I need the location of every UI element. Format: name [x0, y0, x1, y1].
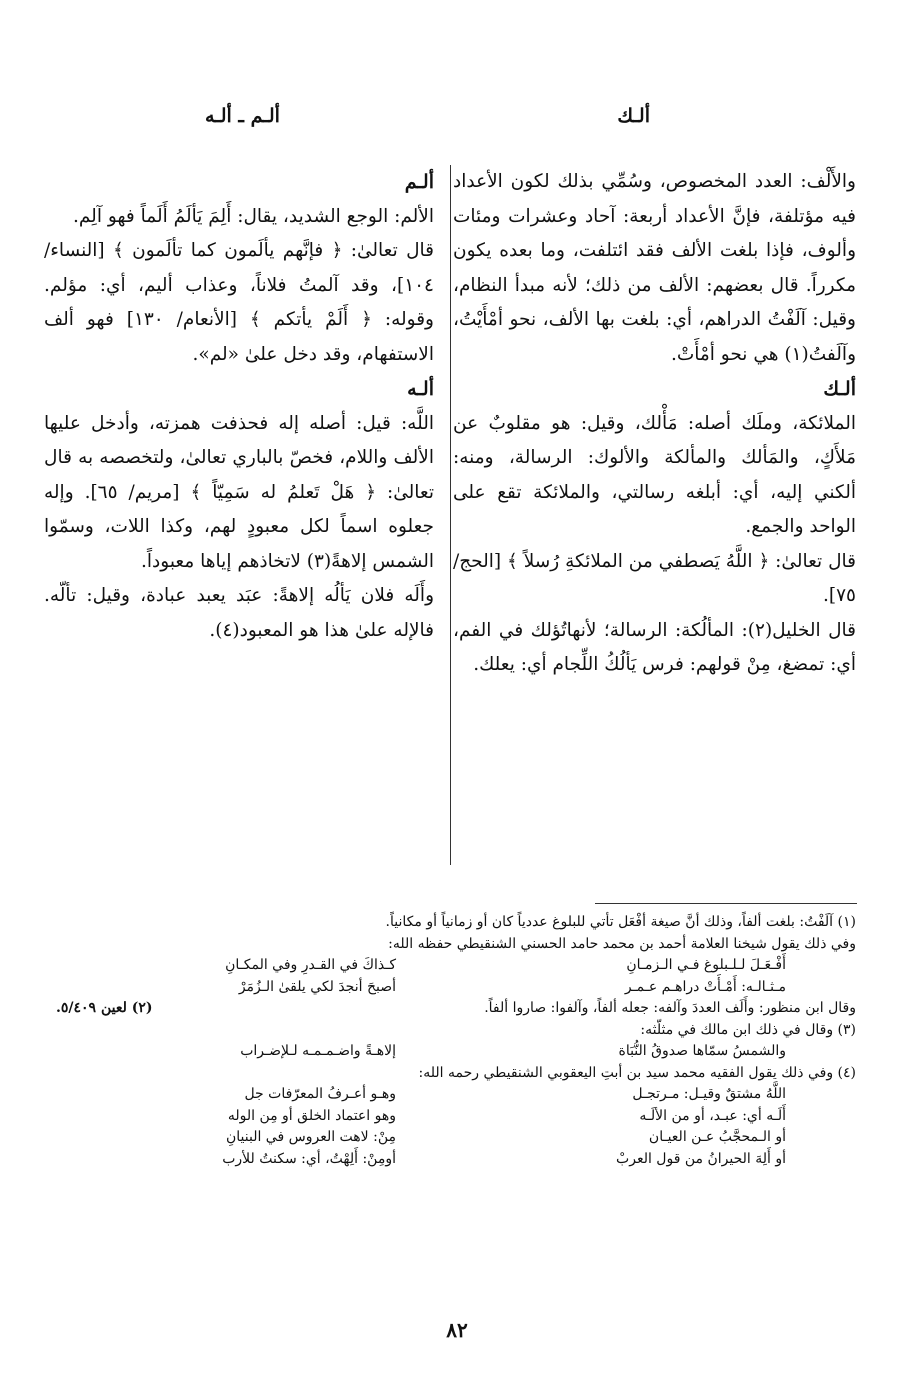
hemistich: أَفْـعَـلَ لـلـبلوغ فـي الـزمـانِ [626, 957, 786, 973]
entry-headword: ألـم [404, 171, 434, 193]
footnote-line [56, 998, 856, 1020]
paragraph: قال تعالىٰ: ﴿ فإنَّهم يألَمون كما تألَمون ﴾ [النساء/ ١٠٤]، وقد آلمتُ فلاناً، وعذاب أليم، أي: مؤلم. وقوله: ﴿ أَلَمْ يأتكم ﴾ [الأنعام/ ١٣٠] فهو ألف الاستفهام، وقد دخل علىٰ «لم». [44, 240, 434, 365]
verse-line [56, 1084, 856, 1106]
paragraph: الملائكة، وملَك أصله: مَأْلك، وقيل: هو مقلوبٌ عن مَلأَكٍ، والمَألك والمألكة والألوك: الرسالة، ومنه: ألكني إليه، أي: أبلغه رسالتي، والملائكة تقع على الواحد والجمع. [453, 412, 856, 537]
footnote: (٢) لعين ٥/٤٠٩. [56, 1000, 153, 1016]
entry-headword: ألـك [823, 378, 856, 400]
verse-line [56, 1149, 856, 1171]
footnote: وفي ذلك يقول شيخنا العلامة أحمد بن محمد حامد الحسني الشنقيطي حفظه الله: [388, 935, 856, 952]
hemistich: مـثـالـه: أَمْـأَتْ دراهـم عـمـر [624, 978, 786, 995]
verse-line [56, 977, 856, 999]
left-column [44, 165, 434, 648]
footnote-rule [595, 903, 857, 904]
hemistich: مِنْ: لاهت العروس في البنيانِ [225, 1129, 396, 1145]
verse-line [56, 1041, 856, 1063]
hemistich: أَلَـه أي: عبـد، أو من الألَـه [639, 1107, 786, 1124]
hemistich: اللَّهُ مشتقٌ وقيـل: مـرتجـل [632, 1086, 786, 1102]
hemistich: أو أَلِهَ الحيرانُ من قول العربْ [616, 1150, 786, 1167]
right-column [453, 165, 856, 683]
footnotes [56, 912, 856, 1170]
running-header [60, 105, 860, 135]
verse-line [56, 955, 856, 977]
verse-line [56, 1127, 856, 1149]
paragraph: قال تعالىٰ: ﴿ اللَّهُ يَصطفي من الملائكةِ رُسلاً ﴾ [الحج/ ٧٥]. [453, 550, 856, 606]
entry-headword: ألـه [407, 378, 434, 400]
paragraph: الألم: الوجع الشديد، يقال: أَلِمَ يَألَمُ أَلَماً فهو آلِم. [72, 205, 434, 227]
hemistich: وهـو أعـرفُ المعرّفات جل [244, 1086, 396, 1102]
footnote: وقال ابن منظور: وأَلَف العددَ وآلفه: جعله ألفاً، وآلفوا: صاروا ألفاً. [484, 1000, 856, 1016]
hemistich: أومِنْ: أَلِهْتُ، أي: سكنتُ للأرب [222, 1150, 396, 1167]
paragraph: والأَلْف: العدد المخصوص، وسُمِّي بذلك لكون الأعداد فيه مؤتلفة، فإنَّ الأعداد أربعة: آحاد وعشرات ومئات وألوف، فإذا بلغت الألف فقد ائتلفت، وما بعده يكون مكرراً. قال بعضهم: الألف من ذلك؛ لأنه مبدأ النظام، وقيل: آلَفْتُ الدراهم، أي: بلغت بها الألف، نحو أمْأَيْتُ، وآلَفتُ(١) هي نحو أمْأَتْ. [453, 171, 856, 365]
footnote: (١) آلَفْتُ: بلغت ألفاً، وذلك أنَّ صيغة أفْعَل تأتي للبلوغ عددياً كان أو زمانياً أو مكانياً. [385, 914, 856, 930]
column-divider [450, 165, 451, 865]
paragraph: وأَلَه فلان يَألُه إلاهةً: عبَد يعبد عبادة، وقيل: تألّه. فالإله علىٰ هذا هو المعبود(٤). [44, 585, 434, 641]
hemistich: كـذاكَ في القـدرِ وفي المكـانِ [225, 957, 396, 973]
hemistich: وهو اعتماد الخلق أو مِن الوله [227, 1107, 396, 1124]
hemistich: أو الـمحجَّبُ عـن العيـان [648, 1129, 786, 1145]
footnote: (٣) وقال في ذلك ابن مالك في مثلّثه: [640, 1021, 856, 1038]
hemistich: أصبحَ أنجدَ لكي يلقىٰ الـزُمَرْ [238, 978, 396, 995]
paragraph: قال الخليل(٢): المألُكة: الرسالة؛ لأنهاتُؤلك في الفم، أي: تمضغ، مِنْ قولهم: فرس يَألُكُ اللِّجام أي: يعلك. [453, 619, 856, 675]
paragraph: اللَّه: قيل: أصله إله فحذفت همزته، وأدخل عليها الألف واللام، فخصّ بالباري تعالىٰ، ولتخصصه به قال تعالىٰ: ﴿ هَلْ تَعلمُ له سَمِيّاً ﴾ [مريم/ ٦٥]. وإله جعلوه اسماً لكل معبودٍ لهم، وكذا اللات، وسمّوا الشمس إلاهةً(٣) لاتخاذهم إياها معبوداً. [44, 412, 434, 572]
verse-line [56, 1106, 856, 1128]
hemistich: إلاهـةً واضـمـمـه لـلإضـراب [240, 1043, 396, 1059]
footnote: (٤) وفي ذلك يقول الفقيه محمد سيد بن أبتِ اليعقوبي الشنقيطي رحمه الله: [418, 1064, 856, 1081]
header-left: ألـم ـ ألـه [205, 105, 280, 127]
hemistich: والشمسُ سمّاها صدوقُ النُّبَاة [618, 1043, 786, 1059]
page-number: ٨٢ [446, 1318, 468, 1342]
header-right: ألـك [617, 105, 650, 127]
